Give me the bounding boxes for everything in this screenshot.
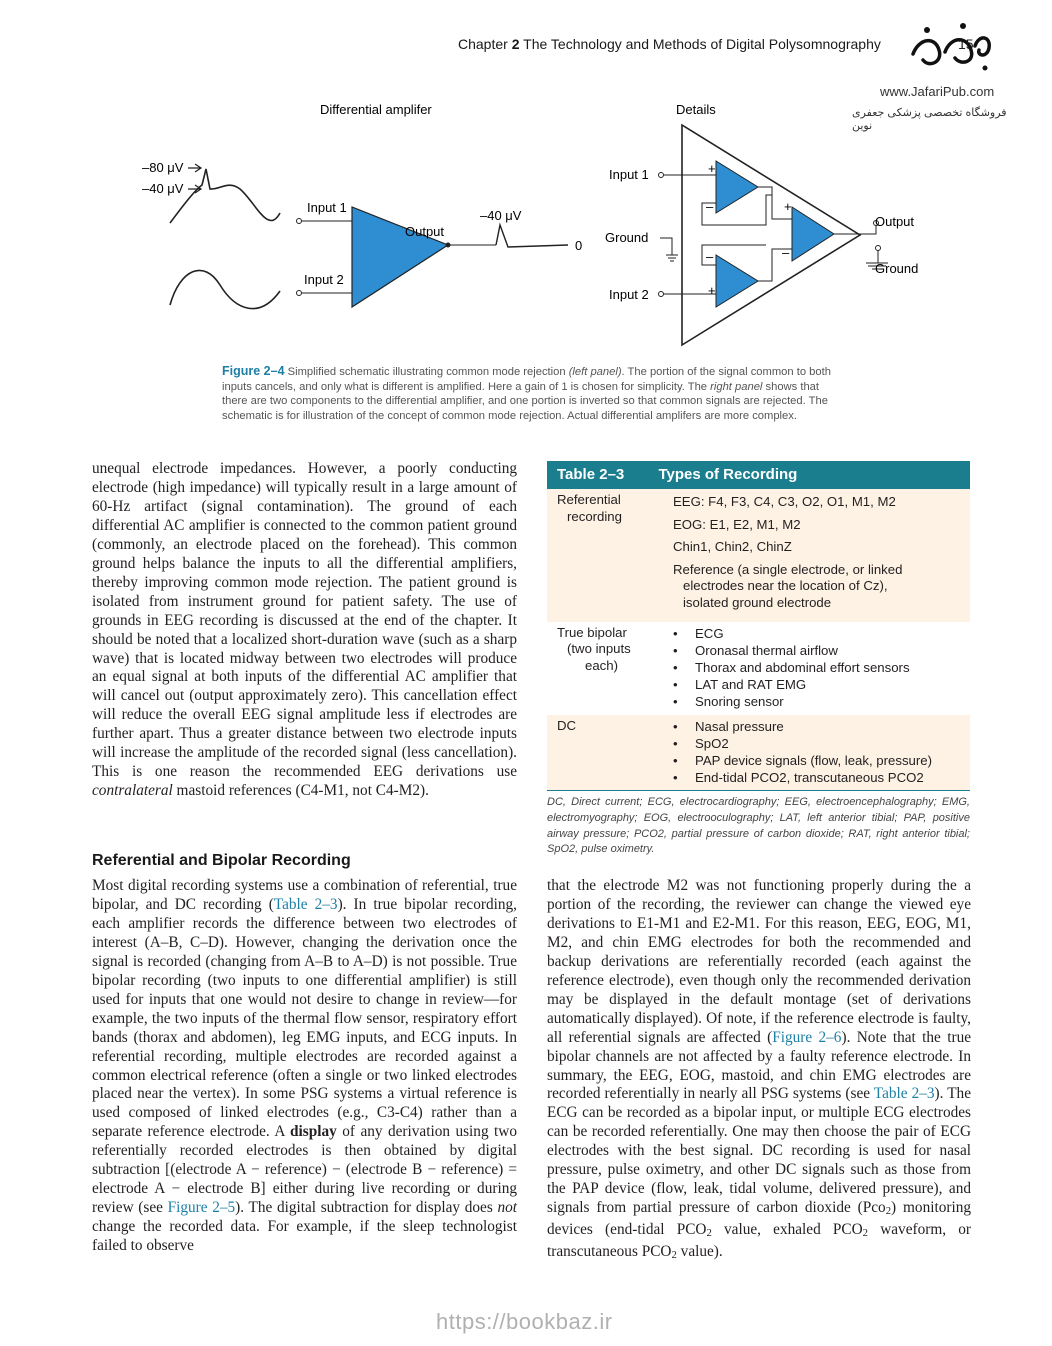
amp-input2-label: Input 2 <box>304 272 344 287</box>
body-text: ). The ECG can be recorded as a bipolar input, or multiple ECG electrodes can be recorded referentially. One may then choose the pair of ECG electrodes with the best signal. DC recording is used for nasal pressure, pulse oximetry, and other DC signals such as those from the PAP device (flow, leak, tidal volume, delivered pressure), and signals from partial pressure of carbon dioxide (Pco <box>547 1085 971 1217</box>
list-item <box>673 625 970 642</box>
body-text: mastoid references (C4-M1, not C4-M2). <box>172 782 429 800</box>
bullet-icon: • <box>673 694 678 710</box>
bullet-icon: • <box>673 642 678 658</box>
chapter-prefix: Chapter <box>458 36 508 52</box>
section-heading: Referential and Bipolar Recording <box>92 852 351 869</box>
body-text: of any derivation using two referentially recorded electrodes is then obtained by digital subtraction [(electrode A − reference) − (electrode B − reference) = electrode A − electrode B] either during live recording or during review (see <box>92 1123 517 1217</box>
table-footnote: DC, Direct current; ECG, electrocardiography; EEG, electroencephalography; EMG, electromyography; EOG, electrooculography; LAT, left anterior tibial; PAP, positive airway pressure; PCO2, partial pressure of carbon dioxide; RAT, right anterior tibial; SpO2, pulse oximetry. <box>547 796 970 856</box>
row-label-text: each) <box>585 657 618 673</box>
amp-input1-label: Input 1 <box>307 200 347 215</box>
right-column-paragraph <box>547 877 971 1265</box>
footer-watermark-url: https://bookbaz.ir <box>436 1309 613 1334</box>
bullet-icon: • <box>673 677 678 693</box>
cell-text: Reference (a single electrode, or linked <box>673 561 903 577</box>
caption-italic: right panel <box>710 380 763 393</box>
body-text: value). <box>676 1243 723 1261</box>
subscript: 2 <box>671 1249 677 1262</box>
body-text: value, exhaled PCO <box>711 1221 863 1239</box>
opamp3-plus: + <box>784 199 792 214</box>
body-text: that the electrode M2 was not functioning properly during the a portion of the recording, the reviewer can change the viewed eye derivations to E1-M1 and E2-M1. For this reason, EEG, EOG, M1, M2, and chin EMG electrodes for both the recommended and backup derivations are referentially recorded (each against the reference electrode), even though only the recommended derivation may be displayed in the default montage (set of derivations automatically displayed). Of note, if the reference electrode is faulty, all referential signals are affected ( <box>547 877 971 1046</box>
bullet-icon: • <box>673 752 678 768</box>
list-item <box>673 659 970 676</box>
figure-caption <box>222 364 842 423</box>
list-item <box>673 735 970 752</box>
label-minus80: –80 μV <box>142 160 184 175</box>
table-bottom-rule <box>547 790 970 791</box>
details-input2-label: Input 2 <box>609 287 649 302</box>
chapter-title: The Technology and Methods of Digital Polysomnography <box>523 36 881 52</box>
running-head <box>458 36 881 52</box>
row-label-text: recording <box>567 508 622 524</box>
details-output-label: Output <box>875 214 915 229</box>
bullet-icon: • <box>673 770 678 786</box>
row-label-text: (two inputs <box>567 641 631 657</box>
figure-label: Figure 2–4 <box>222 364 285 378</box>
subscript: 2 <box>706 1227 712 1240</box>
body-text: ). Note that the true bipolar channels are not affected by a faulty reference electrode. In summary, the EEG, EOG, mastoid, and chin EMG electrodes are recorded referentially in nearly all PSG systems (see <box>547 1028 972 1103</box>
figure-2-6-link[interactable]: Figure 2–6 <box>772 1028 842 1046</box>
opamp1-plus: + <box>708 161 716 176</box>
body-text: unequal electrode impedances. However, a poorly conducting electrode (high impedance) will typically result in a large amount of 60-Hz artifact (signal contamination). The ground of each differential AC amplifier is connected to the common patient ground (commonly, an electrode placed on the forehead). This common ground helps balance the inputs to all the differential amplifiers, thereby improving common mode rejection. The patient ground is isolated from instrument ground for patient safety. The use of grounds in EEG recording is discussed at the end of the chapter. It should be noted that a localized short-duration wave (such as a sharp wave) that is located midway between two electrodes will produce an equal signal at both inputs of the differential AC amplifier that will cancel out (output approximately zero). This cancellation effect will reduce the overall EEG signal amplitude less if electrodes are further apart. Thus a greater distance between two electrode inputs will increase the amplitude of the recorded signal (less cancellation). This is one reason the recommended EEG derivations use <box>92 460 517 781</box>
bullet-icon: • <box>673 625 678 641</box>
table-row <box>547 622 970 715</box>
label-minus40: –40 μV <box>142 181 184 196</box>
list-item <box>673 769 970 786</box>
zero-label: 0 <box>575 238 583 253</box>
cell-text: Snoring sensor <box>695 694 784 710</box>
table-row <box>547 489 970 622</box>
body-text: ). The digital subtraction for display does <box>235 1199 498 1217</box>
cell-text: SpO2 <box>695 735 729 751</box>
cell-text: End-tidal PCO2, transcutaneous PCO2 <box>695 770 924 786</box>
list-item <box>673 642 970 659</box>
row-label-text: Referential <box>557 492 621 507</box>
body-bold: display <box>290 1123 337 1141</box>
table-2-3 <box>547 461 970 791</box>
body-text: waveform, or transcutaneous PCO <box>547 1221 971 1261</box>
cell-text: Oronasal thermal airflow <box>695 642 838 658</box>
differential-amplifier-triangle <box>352 207 448 307</box>
figure-2-4-schematic <box>120 95 940 360</box>
table-cell: EEG: F4, F3, C4, C3, O2, O1, M1, M2 <box>673 494 896 509</box>
subscript: 2 <box>862 1227 869 1240</box>
bullet-icon: • <box>673 718 678 734</box>
right-panel-title: Details <box>676 102 716 117</box>
cell-text: ECG <box>695 625 724 641</box>
caption-text: Simplified schematic illustrating common mode rejection <box>287 366 569 378</box>
table-cell: Chin1, Chin2, ChinZ <box>673 539 792 555</box>
table-2-3-link[interactable]: Table 2–3 <box>873 1085 935 1103</box>
output-minus40-label: –40 μV <box>480 208 522 223</box>
cell-text: Thorax and abdominal effort sensors <box>695 659 910 675</box>
body-text: change the recorded data. For example, if the sleep technologist failed to observe <box>92 1218 517 1255</box>
body-text: ). In true bipolar recording, each amplifier records the difference between two electrodes of interest (A–B, C–D). However, changing the derivation once the signal is recorded (changing from A–B to A–D) is not possible. True bipolar recording (two inputs to one differential amplifier) is still used for inputs that one would not desire to change in review—for example, the two inputs of the thermal flow sensor, respiratory effort bands (thorax and abdomen), leg EMG inputs, and ECG inputs. In referential recording, multiple electrodes are recorded against a common electrical reference (often a single or two linked electrodes placed near the vertex). In some PSG systems a virtual reference is used composed of linked electrodes (e.g., C3-C4) rather than a separate reference electrode. A <box>92 895 517 1141</box>
table-row <box>547 715 970 791</box>
chapter-number: 2 <box>511 36 520 52</box>
section-paragraph <box>92 877 517 1256</box>
list-item <box>673 676 970 693</box>
list-item <box>673 752 970 769</box>
opamp2-plus: + <box>708 283 716 298</box>
publisher-logo-icon <box>905 16 995 86</box>
table-2-3-link[interactable]: Table 2–3 <box>273 895 338 913</box>
page-number: 15 <box>958 36 974 52</box>
amp-output-label: Output <box>405 224 445 239</box>
body-italic: not <box>497 1199 517 1217</box>
body-paragraph <box>92 460 517 801</box>
subscript: 2 <box>885 1205 892 1218</box>
cell-text: Nasal pressure <box>695 718 784 734</box>
cell-text: electrodes near the location of Cz), <box>683 578 888 594</box>
body-italic: contralateral <box>92 782 173 800</box>
opamp1-minus: – <box>706 199 714 214</box>
publisher-tagline: فروشگاه تخصصی پزشکی جعفری نوین <box>852 107 1007 132</box>
caption-text: shows that there are two components to the differential amplifier, and one portion is inverted so that common signals are rejected. The schematic is for illustration of the concept of common mode rejection. Actual differential amplifers are more complex. <box>222 380 828 422</box>
site-url: www.JafariPub.com <box>880 84 995 99</box>
details-ground-out-label: Ground <box>875 261 919 276</box>
cell-text: LAT and RAT EMG <box>695 677 807 693</box>
left-panel-title: Differential amplifer <box>320 102 432 117</box>
details-input1-label: Input 1 <box>609 167 649 182</box>
figure-2-5-link[interactable]: Figure 2–5 <box>167 1199 236 1217</box>
body-text: ) monitoring devices (end-tidal PCO <box>547 1199 972 1239</box>
caption-text: . The portion of the signal common to both inputs cancels, and only what is different is amplified. Here a gain of 1 is chosen for simplicity. The <box>222 366 831 393</box>
table-cell: EOG: E1, E2, M1, M2 <box>673 516 801 532</box>
opamp2-minus: – <box>706 249 714 264</box>
caption-italic: (left panel) <box>568 366 622 378</box>
table-title: Types of Recording <box>658 466 798 483</box>
list-item <box>673 718 970 735</box>
bullet-icon: • <box>673 735 678 751</box>
row-label-text: True bipolar <box>557 624 627 640</box>
list-item <box>673 693 970 710</box>
table-number: Table 2–3 <box>557 466 625 483</box>
bullet-icon: • <box>673 659 678 675</box>
details-ground-label: Ground <box>605 230 649 245</box>
table-cell <box>673 562 970 612</box>
row-label <box>547 492 673 618</box>
row-label-text: DC <box>557 717 577 733</box>
opamp3-minus: – <box>782 245 790 260</box>
row-label <box>547 625 673 711</box>
cell-text: PAP device signals (flow, leak, pressure) <box>695 752 932 768</box>
cell-text: isolated ground electrode <box>683 594 832 610</box>
table-header <box>547 461 970 489</box>
row-label <box>547 718 673 787</box>
body-text: Most digital recording systems use a combination of referential, true bipolar, and DC recording ( <box>92 877 517 913</box>
